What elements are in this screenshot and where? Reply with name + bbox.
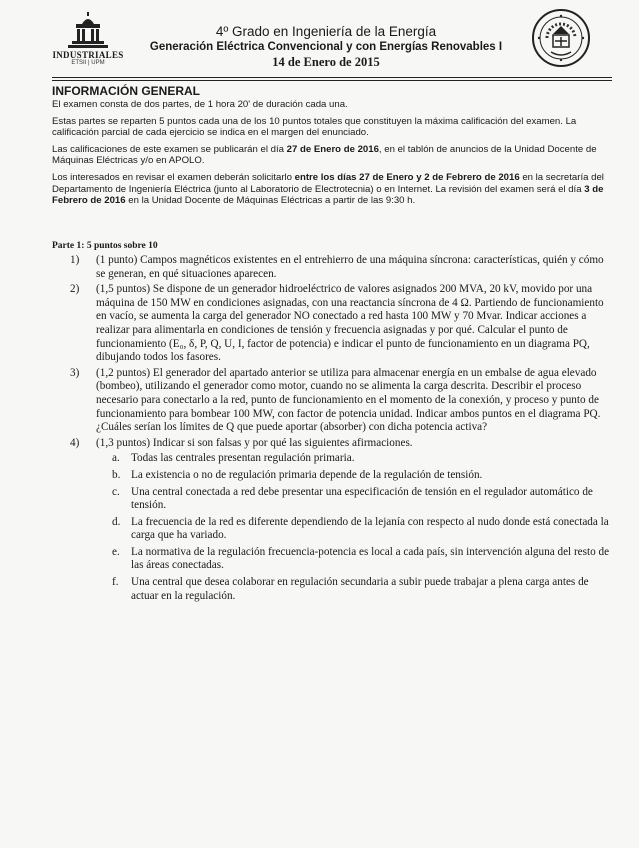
question-text: (1,5 puntos) Se dispone de un generador hidroeléctrico de valores asignados 200 MVA, 20 kV, movido por una máquina de 150 MW en condiciones asignadas, con una reactancia síncrona de 4 Ω. Partiendo de funcionamiento en vacío, se aumenta la carga del generador NO conectado a red hasta 100 MW y 70 Mvar. Indicar acciones a realizar para alimentarla en condiciones de tensión y frecuencia asignadas y por qué. Calcular el punto de funcionamiento (E₀, δ, P, Q, U, I, factor de potencia) e indicar el punto de funcionamiento en un diagrama PQ, dibujando todos los fasores. [96, 283, 604, 364]
question-text: (1,2 puntos) El generador del apartado anterior se utiliza para almacenar energía en un embalse de agua elevado (bombeo), utilizando el generador como motor, cuando no se alimenta la carga descrita. Describir el proceso necesario para conectarlo a la red, punto de funcionamiento en el momento de la conexión, y proceso y punto de funcionamiento para bombear 100 MW, con factor de potencia unidad. Indicar ambos puntos en el diagrama PQ. ¿Cuáles serían los límites de Q que puede aportar (absorber) con dicha potencia activa? [96, 366, 601, 434]
question-4 [70, 437, 610, 451]
statement-letter: c. [112, 485, 120, 498]
question-number: 3) [70, 366, 80, 379]
statement-text: Una central conectada a red debe presentar una especificación de tensión en el regulador automático de tensión. [131, 485, 593, 512]
university-seal-icon [531, 8, 591, 68]
statement-text: La normativa de la regulación frecuencia-potencia es local a cada país, sin intervención alguna del resto de las áreas conectadas. [131, 545, 610, 572]
statement-a [70, 452, 610, 466]
part-heading: Parte 1: 5 puntos sobre 10 [52, 241, 158, 251]
statement-letter: a. [112, 452, 120, 465]
question-list [70, 254, 610, 606]
exam-date: 14 de Enero de 2015 [272, 55, 380, 69]
statement-b [70, 469, 610, 483]
general-info [52, 84, 612, 212]
logo-name: INDUSTRIALES [52, 50, 124, 60]
subject-title: Generación Eléctrica Convencional y con Energías Renovables I [149, 41, 503, 53]
logo-subtitle: ETSII | UPM [71, 60, 105, 66]
info-scoring: Estas partes se reparten 5 puntos cada una de los 10 puntos totales que constituyen la máxima calificación del examen. La calificación parcial de cada ejercicio se indica en el margen del enunciado. [52, 115, 577, 139]
question-number: 4) [70, 436, 80, 449]
header-rule-top [52, 77, 612, 78]
info-duration: El examen consta de dos partes, de 1 hora 20' de duración cada una. [52, 99, 348, 110]
statement-d [70, 516, 610, 543]
question-number: 1) [70, 254, 80, 266]
question-number: 2) [70, 283, 80, 296]
header-rule-bottom [52, 80, 612, 81]
statement-e [70, 546, 610, 573]
statement-letter: e. [112, 545, 120, 558]
info-title: INFORMACIÓN GENERAL [52, 84, 200, 98]
statement-text: La existencia o no de regulación primaria depende de la regulación de tensión. [131, 468, 483, 481]
question-3 [70, 367, 610, 435]
statement-c [70, 486, 610, 513]
question-2 [70, 283, 610, 365]
statement-letter: f. [112, 576, 119, 589]
info-review: Los interesados en revisar el examen deberán solicitarlo entre los días 27 de Enero y 2 de Febrero de 2016 en la secretaría del Departamento de Ingeniería Eléctrica (junto al Laboratorio de Electrotecnia) o en Internet. La revisión del examen será el día 3 de Febrero de 2016 en la Unidad Docente de Máquinas Eléctricas a partir de las 9:30 h. [52, 171, 604, 207]
school-logo [52, 12, 124, 72]
statement-letter: b. [112, 468, 121, 481]
building-icon [58, 12, 118, 50]
statement-text: La frecuencia de la red es diferente dependiendo de la lejanía con respecto al nudo donde está conectada la carga que ha variado. [131, 515, 609, 542]
statement-letter: d. [112, 515, 121, 528]
info-publication: Las calificaciones de este examen se publicarán el día 27 de Enero de 2016, en el tablón de anuncios de la Unidad Docente de Máquinas Eléctricas y/o en APOLO. [52, 143, 597, 167]
statement-text: Todas las centrales presentan regulación primaria. [131, 452, 355, 465]
course-title: 4º Grado en Ingeniería de la Energía [215, 24, 437, 39]
question-text: (1 punto) Campos magnéticos existentes en el entrehierro de una máquina síncrona: características, quién y cómo se generan, en qué situaciones aparecen. [96, 254, 604, 280]
statement-f [70, 576, 610, 603]
question-1 [70, 254, 610, 281]
statement-text: Una central que desea colaborar en regulación secundaria a subir puede trabajar a plena carga antes de actuar en la regulación. [131, 576, 589, 602]
question-text: (1,3 puntos) Indicar si son falsas y por qué las siguientes afirmaciones. [96, 436, 413, 449]
exam-header [130, 24, 522, 70]
